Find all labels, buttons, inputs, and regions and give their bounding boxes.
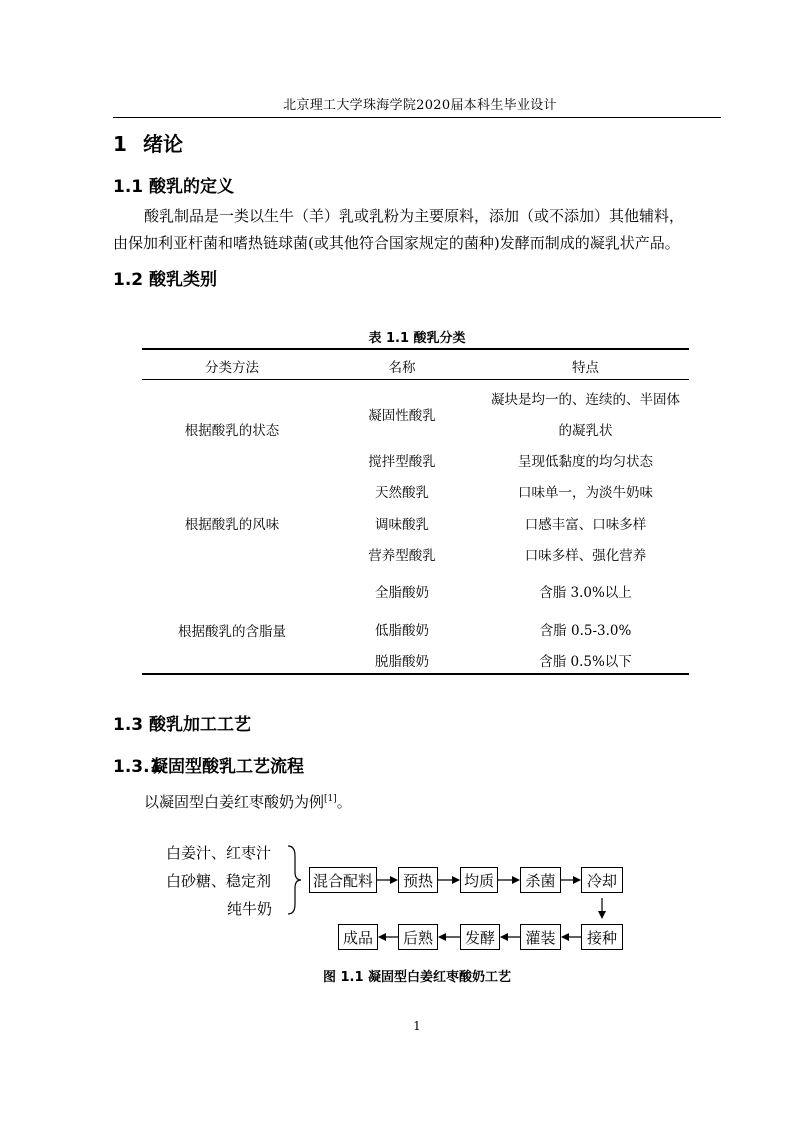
table-cell-name: 营养型酸乳	[368, 548, 436, 564]
process-step-mixing: 混合配料	[309, 867, 377, 893]
definition-line-2: 由保加利亚杆菌和嗜热链球菌(或其他符合国家规定的菌种)发酵而制成的凝乳状产品。	[113, 234, 680, 252]
table-cell-name: 脱脂酸奶	[375, 654, 429, 670]
chapter-title: 绪论	[143, 132, 183, 156]
table-cell-feature: 口味多样、强化营养	[524, 548, 647, 564]
subsection-title: 凝固型酸乳工艺流程	[151, 757, 304, 777]
process-step-cool: 冷却	[581, 867, 623, 893]
table-cell-name: 天然酸乳	[375, 485, 429, 501]
table-cell-name: 低脂酸奶	[375, 623, 429, 639]
process-step-product: 成品	[338, 924, 378, 950]
table-cell-method: 根据酸乳的状态	[184, 423, 280, 439]
figure-input: 白砂糖、稳定剂	[166, 872, 272, 890]
table-cell-feature: 含脂 0.5-3.0%	[539, 623, 632, 639]
process-step-inoculate: 接种	[581, 924, 623, 950]
table-cell-feature: 口感丰富、口味多样	[524, 517, 647, 533]
table-caption: 表 1.1 酸乳分类	[368, 331, 466, 346]
process-step-ferment: 发酵	[460, 924, 500, 950]
table-cell-feature: 呈现低黏度的均匀状态	[518, 454, 653, 470]
process-intro-text: 以凝固型白姜红枣酸奶为例	[144, 793, 325, 811]
table-header-feature: 特点	[572, 360, 599, 376]
page-number: 1	[413, 1019, 421, 1033]
chapter-number: 1	[113, 132, 127, 156]
process-step-fill: 灌装	[520, 924, 561, 950]
figure-input: 纯牛奶	[227, 900, 273, 918]
table-header-method: 分类方法	[205, 360, 259, 376]
running-header: 北京理工大学珠海学院2020届本科生毕业设计	[283, 98, 557, 113]
table-cell-name: 搅拌型酸乳	[368, 454, 436, 470]
process-intro-end: 。	[336, 793, 352, 811]
table-cell-method: 根据酸乳的含脂量	[178, 624, 286, 640]
section-heading-1-1: 1.1 酸乳的定义	[113, 177, 235, 197]
table-cell-feature: 口味单一，为淡牛奶味	[518, 485, 653, 501]
definition-line-1: 酸乳制品是一类以生牛（羊）乳或乳粉为主要原料，添加（或不添加）其他辅料，	[144, 207, 685, 225]
process-step-sterilize: 杀菌	[520, 867, 561, 893]
figure-caption: 图 1.1 凝固型白姜红枣酸奶工艺	[322, 970, 512, 985]
process-step-preheat: 预热	[398, 867, 438, 893]
curly-brace-icon	[288, 846, 301, 914]
table-cell-feature: 含脂 0.5%以下	[539, 654, 632, 670]
table-cell-method: 根据酸乳的风味	[184, 517, 280, 533]
table-cell-name: 全脂酸奶	[375, 585, 429, 601]
subsection-number: 1.3.1	[113, 757, 162, 777]
table-cell-name: 凝固性酸乳	[368, 408, 436, 424]
table-cell-feature: 含脂 3.0%以上	[539, 585, 632, 601]
process-step-ripen: 后熟	[398, 924, 438, 950]
table-header-name: 名称	[388, 360, 416, 376]
citation-ref[interactable]: [1]	[324, 794, 337, 804]
table-cell-feature: 凝块是均一的、连续的、半固体	[491, 392, 680, 408]
figure-input: 白姜汁、红枣汁	[166, 844, 272, 862]
section-heading-1-3: 1.3 酸乳加工工艺	[113, 715, 252, 735]
table-cell-name: 调味酸乳	[375, 517, 429, 533]
process-step-homogenize: 均质	[460, 867, 498, 893]
section-heading-1-2: 1.2 酸乳类别	[113, 270, 218, 290]
table-cell-feature: 的凝乳状	[558, 423, 613, 439]
